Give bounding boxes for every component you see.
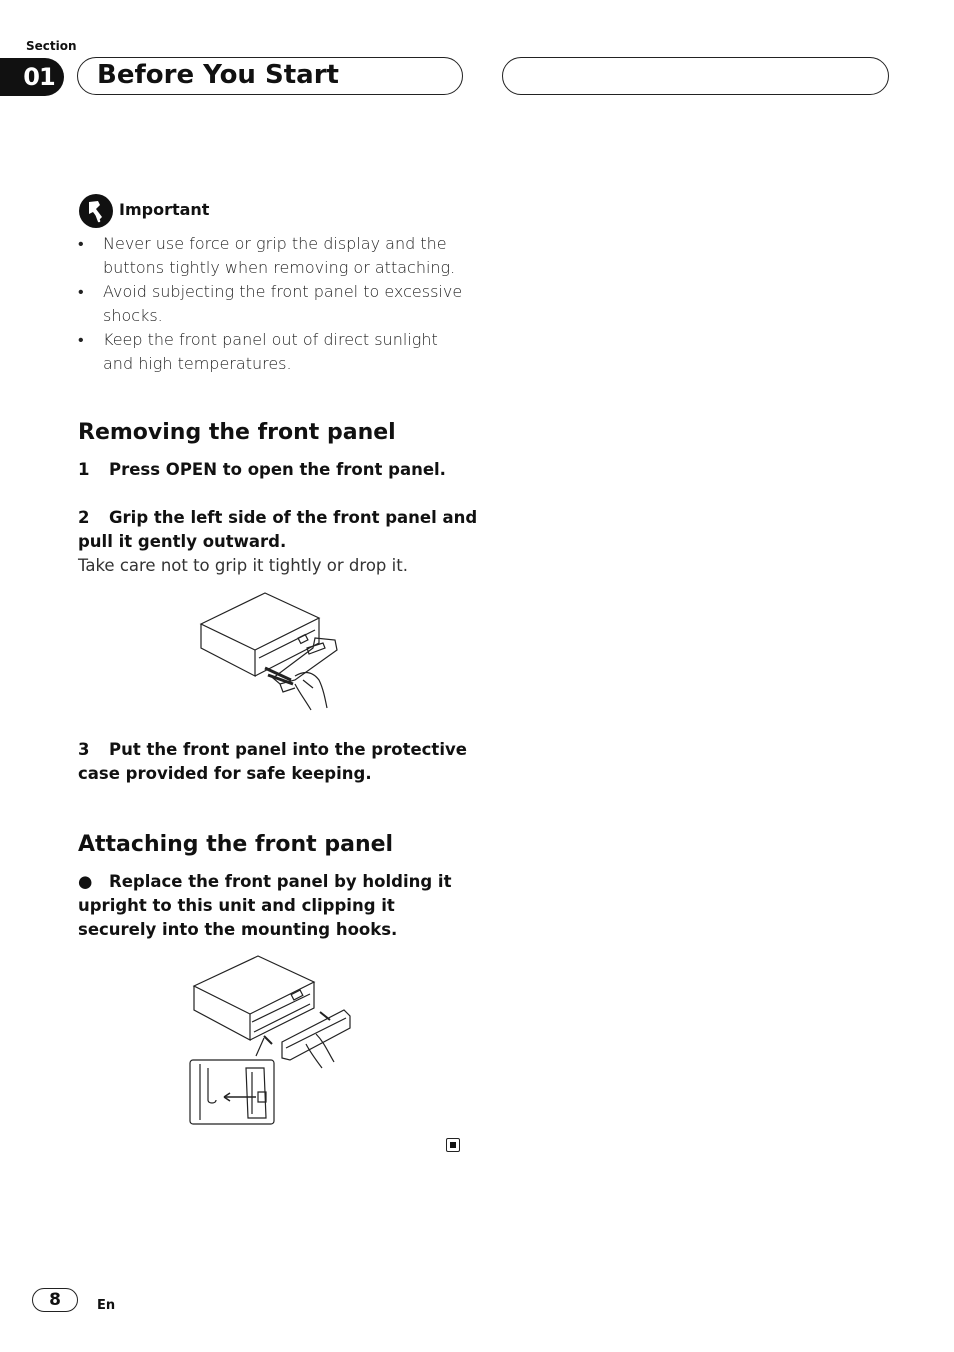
step-3: 3 Put the front panel into the protective case provided for safe keeping. bbox=[78, 740, 467, 783]
page-title: Before You Start bbox=[97, 60, 339, 90]
end-of-section-icon bbox=[446, 1138, 460, 1152]
language-code: En bbox=[97, 1298, 116, 1313]
important-icon bbox=[78, 193, 114, 229]
section-number-badge: 01 bbox=[0, 58, 64, 96]
list-item: • Keep the front panel out of direct sunlight and high temperatures. bbox=[78, 330, 438, 373]
step-1: 1 Press OPEN to open the front panel. bbox=[78, 460, 446, 479]
page-number: 8 bbox=[32, 1288, 78, 1312]
removing-panel-illustration bbox=[195, 588, 345, 713]
removing-heading: Removing the front panel bbox=[78, 420, 396, 445]
important-list bbox=[78, 232, 470, 376]
right-header-frame bbox=[502, 57, 889, 95]
important-label: Important bbox=[119, 200, 210, 219]
attaching-heading: Attaching the front panel bbox=[78, 832, 394, 857]
attach-step: ● Replace the front panel by holding it upright to this unit and clipping it securely into the mounting hooks. bbox=[78, 872, 452, 939]
list-item: • Never use force or grip the display and the buttons tightly when removing or attaching. bbox=[78, 234, 456, 277]
attaching-panel-illustration bbox=[186, 952, 356, 1130]
list-item: • Avoid subjecting the front panel to excessive shocks. bbox=[78, 282, 463, 325]
section-label: Section bbox=[26, 39, 77, 53]
step-2: 2 Grip the left side of the front panel and pull it gently outward. bbox=[78, 508, 478, 551]
step-2-note: Take care not to grip it tightly or drop it. bbox=[78, 556, 408, 575]
